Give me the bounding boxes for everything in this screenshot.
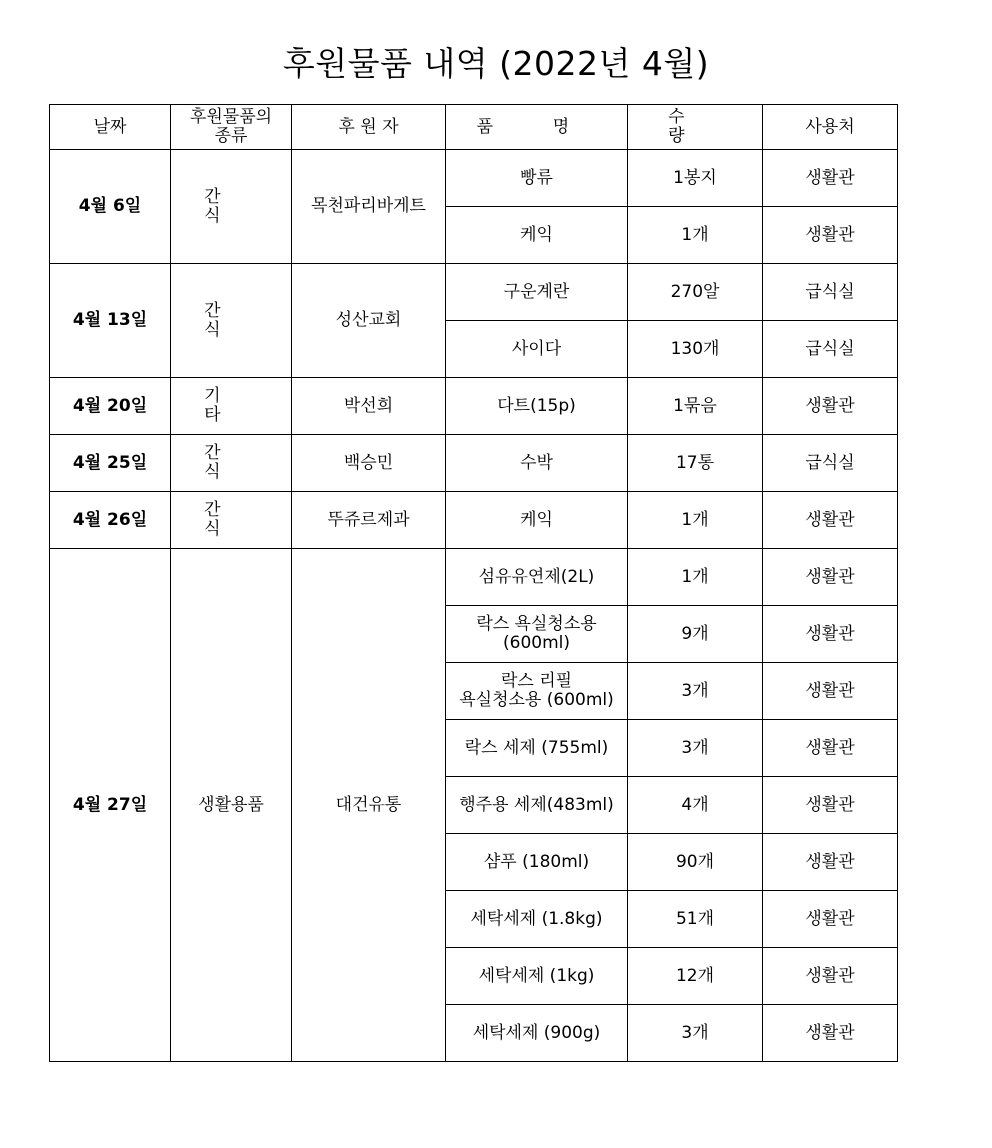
quantity-cell: 1묶음	[628, 378, 763, 435]
usage-cell: 생활관	[763, 834, 898, 891]
date-cell: 4월 6일	[50, 150, 171, 264]
item-name-cell: 케익	[446, 492, 628, 549]
item-name-cell: 케익	[446, 207, 628, 264]
quantity-cell: 130개	[628, 321, 763, 378]
quantity-cell: 270알	[628, 264, 763, 321]
item-name-cell: 세탁세제 (900g)	[446, 1005, 628, 1062]
category-cell: 간 식	[171, 435, 292, 492]
quantity-cell: 3개	[628, 1005, 763, 1062]
category-cell: 기 타	[171, 378, 292, 435]
header-donor: 후 원 자	[292, 105, 446, 150]
item-name-cell: 샴푸 (180ml)	[446, 834, 628, 891]
table-row	[50, 150, 898, 207]
usage-cell: 생활관	[763, 663, 898, 720]
usage-cell: 생활관	[763, 1005, 898, 1062]
item-name-cell: 섬유유연제(2L)	[446, 549, 628, 606]
category-cell: 간 식	[171, 492, 292, 549]
donor-cell: 백승민	[292, 435, 446, 492]
header-usage: 사용처	[763, 105, 898, 150]
donor-cell: 성산교회	[292, 264, 446, 378]
quantity-cell: 51개	[628, 891, 763, 948]
quantity-cell: 9개	[628, 606, 763, 663]
header-date: 날짜	[50, 105, 171, 150]
header-item: 품 명	[446, 105, 628, 150]
item-name-cell: 세탁세제 (1kg)	[446, 948, 628, 1005]
category-cell: 생활용품	[171, 549, 292, 1062]
quantity-cell: 1개	[628, 549, 763, 606]
item-name-line2: (600ml)	[503, 633, 570, 653]
item-name-cell: 사이다	[446, 321, 628, 378]
date-cell: 4월 26일	[50, 492, 171, 549]
table-row	[50, 492, 898, 549]
date-cell: 4월 13일	[50, 264, 171, 378]
donor-cell: 목천파리바게트	[292, 150, 446, 264]
quantity-cell: 90개	[628, 834, 763, 891]
date-cell: 4월 27일	[50, 549, 171, 1062]
item-name-cell: 행주용 세제(483ml)	[446, 777, 628, 834]
table-row	[50, 549, 898, 606]
donation-table	[49, 104, 898, 1062]
header-quantity: 수 량	[628, 105, 763, 150]
date-cell: 4월 20일	[50, 378, 171, 435]
usage-cell: 생활관	[763, 492, 898, 549]
quantity-cell: 17통	[628, 435, 763, 492]
item-name-cell	[446, 606, 628, 663]
table-row	[50, 435, 898, 492]
page-title: 후원물품 내역 (2022년 4월)	[282, 44, 710, 83]
item-name-line1: 락스 리필	[500, 671, 573, 691]
quantity-cell: 12개	[628, 948, 763, 1005]
header-category	[171, 105, 292, 150]
quantity-cell: 3개	[628, 663, 763, 720]
table-row	[50, 378, 898, 435]
item-name-cell	[446, 663, 628, 720]
item-name-cell: 다트(15p)	[446, 378, 628, 435]
usage-cell: 생활관	[763, 378, 898, 435]
usage-cell: 생활관	[763, 549, 898, 606]
usage-cell: 생활관	[763, 777, 898, 834]
donor-cell: 대건유통	[292, 549, 446, 1062]
header-row	[50, 105, 898, 150]
quantity-cell: 3개	[628, 720, 763, 777]
usage-cell: 생활관	[763, 150, 898, 207]
usage-cell: 생활관	[763, 948, 898, 1005]
donor-cell: 뚜쥬르제과	[292, 492, 446, 549]
item-name-cell: 락스 세제 (755ml)	[446, 720, 628, 777]
item-name-cell: 세탁세제 (1.8kg)	[446, 891, 628, 948]
item-name-line1: 락스 욕실청소용	[476, 614, 597, 634]
donor-cell: 박선희	[292, 378, 446, 435]
item-name-line2: 욕실청소용 (600ml)	[459, 690, 614, 710]
usage-cell: 생활관	[763, 720, 898, 777]
quantity-cell: 1개	[628, 492, 763, 549]
usage-cell: 급식실	[763, 264, 898, 321]
item-name-cell: 구운계란	[446, 264, 628, 321]
header-category-line1: 후원물품의	[189, 107, 273, 127]
category-cell: 간 식	[171, 264, 292, 378]
table-row	[50, 264, 898, 321]
quantity-cell: 1봉지	[628, 150, 763, 207]
usage-cell: 생활관	[763, 606, 898, 663]
category-cell: 간 식	[171, 150, 292, 264]
quantity-cell: 4개	[628, 777, 763, 834]
date-cell: 4월 25일	[50, 435, 171, 492]
header-category-line2: 종류	[214, 126, 248, 146]
usage-cell: 생활관	[763, 207, 898, 264]
usage-cell: 급식실	[763, 321, 898, 378]
usage-cell: 생활관	[763, 891, 898, 948]
item-name-cell: 빵류	[446, 150, 628, 207]
item-name-cell: 수박	[446, 435, 628, 492]
quantity-cell: 1개	[628, 207, 763, 264]
usage-cell: 급식실	[763, 435, 898, 492]
